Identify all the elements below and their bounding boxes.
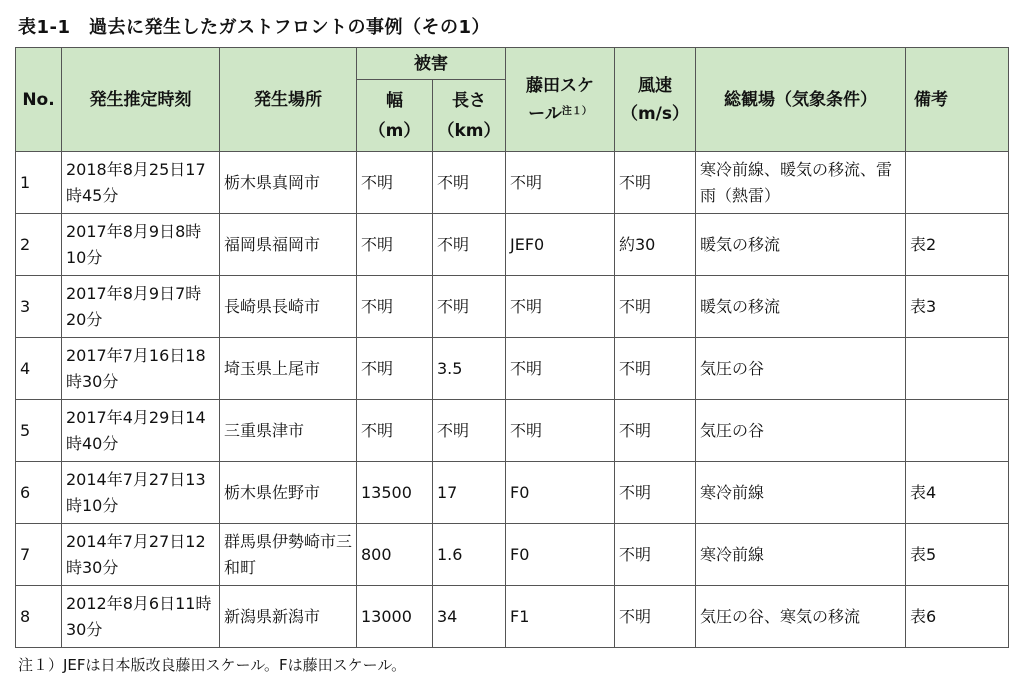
- cell-width: 不明: [357, 214, 433, 276]
- fujita-footnote-marker: 注１）: [561, 105, 592, 117]
- cell-length: 34: [433, 586, 506, 648]
- footnote: 注１）JEFは日本版改良藤田スケール。Fは藤田スケール。: [18, 656, 407, 674]
- cell-length: 17: [433, 462, 506, 524]
- fujita-header-line2-wrap: [506, 103, 614, 125]
- table-row: [16, 524, 1009, 586]
- cell-conditions: 寒冷前線: [696, 462, 906, 524]
- cell-wind: 不明: [615, 462, 696, 524]
- cell-width: 不明: [357, 400, 433, 462]
- cell-fujita: 不明: [506, 152, 615, 214]
- cell-place: 三重県津市: [220, 400, 357, 462]
- header-row-1: [16, 48, 1009, 80]
- col-header-width: [357, 80, 433, 152]
- cell-datetime: 2018年8月25日17時45分: [62, 152, 220, 214]
- cell-wind: 不明: [615, 400, 696, 462]
- cell-no: 2: [16, 214, 62, 276]
- cell-wind: 不明: [615, 524, 696, 586]
- cell-width: 13500: [357, 462, 433, 524]
- table-body: [16, 152, 1009, 648]
- table-row: [16, 276, 1009, 338]
- cell-fujita: F0: [506, 524, 615, 586]
- col-header-conditions: 総観場（気象条件）: [696, 48, 906, 152]
- cell-place: 埼玉県上尾市: [220, 338, 357, 400]
- cell-width: 不明: [357, 338, 433, 400]
- table-row: [16, 586, 1009, 648]
- cell-fujita: 不明: [506, 400, 615, 462]
- cell-datetime: 2017年8月9日7時20分: [62, 276, 220, 338]
- cell-width: 不明: [357, 152, 433, 214]
- cell-no: 3: [16, 276, 62, 338]
- cell-conditions: 気圧の谷: [696, 400, 906, 462]
- cell-remarks: [906, 152, 1009, 214]
- cell-wind: 不明: [615, 276, 696, 338]
- cell-datetime: 2014年7月27日12時30分: [62, 524, 220, 586]
- cell-wind: 不明: [615, 586, 696, 648]
- width-header-unit: （m）: [368, 120, 421, 141]
- cell-remarks: 表2: [906, 214, 1009, 276]
- cell-remarks: [906, 338, 1009, 400]
- cell-no: 7: [16, 524, 62, 586]
- cell-length: 不明: [433, 400, 506, 462]
- fujita-header-line1: 藤田スケ: [526, 75, 594, 96]
- table-row: [16, 400, 1009, 462]
- cell-fujita: F0: [506, 462, 615, 524]
- cell-length: 不明: [433, 276, 506, 338]
- cell-datetime: 2014年7月27日13時10分: [62, 462, 220, 524]
- cell-conditions: 暖気の移流: [696, 276, 906, 338]
- cell-conditions: 気圧の谷、寒気の移流: [696, 586, 906, 648]
- cell-place: 福岡県福岡市: [220, 214, 357, 276]
- length-header-unit: （km）: [437, 120, 501, 141]
- cell-length: 不明: [433, 214, 506, 276]
- cell-length: 1.6: [433, 524, 506, 586]
- table-row: [16, 462, 1009, 524]
- cell-fujita: 不明: [506, 276, 615, 338]
- cell-conditions: 気圧の谷: [696, 338, 906, 400]
- cell-wind: 約30: [615, 214, 696, 276]
- table-row: [16, 338, 1009, 400]
- cell-place: 長崎県長崎市: [220, 276, 357, 338]
- cell-width: 不明: [357, 276, 433, 338]
- width-header-label: 幅: [386, 90, 403, 111]
- cell-fujita: F1: [506, 586, 615, 648]
- cell-conditions: 寒冷前線: [696, 524, 906, 586]
- col-header-fujita: [506, 48, 615, 152]
- cell-datetime: 2017年7月16日18時30分: [62, 338, 220, 400]
- col-header-place: 発生場所: [220, 48, 357, 152]
- cell-datetime: 2017年4月29日14時40分: [62, 400, 220, 462]
- cell-fujita: JEF0: [506, 214, 615, 276]
- cell-place: 栃木県佐野市: [220, 462, 357, 524]
- wind-header-unit: （m/s）: [620, 103, 690, 124]
- cell-remarks: [906, 400, 1009, 462]
- cell-place: 新潟県新潟市: [220, 586, 357, 648]
- cell-fujita: 不明: [506, 338, 615, 400]
- table-title: 表1-1 過去に発生したガストフロントの事例（その1）: [18, 17, 491, 38]
- cell-conditions: 暖気の移流: [696, 214, 906, 276]
- cell-datetime: 2012年8月6日11時30分: [62, 586, 220, 648]
- col-header-no: No.: [16, 48, 62, 152]
- cell-place: 群馬県伊勢崎市三和町: [220, 524, 357, 586]
- col-header-damage: 被害: [357, 48, 506, 80]
- cell-remarks: 表5: [906, 524, 1009, 586]
- cell-remarks: 表3: [906, 276, 1009, 338]
- fujita-header-line2: ール: [528, 103, 562, 124]
- col-header-wind: [615, 48, 696, 152]
- length-header-label: 長さ: [452, 90, 486, 111]
- cell-no: 6: [16, 462, 62, 524]
- col-header-remarks: 備考: [906, 48, 1009, 152]
- cell-no: 8: [16, 586, 62, 648]
- cell-datetime: 2017年8月9日8時10分: [62, 214, 220, 276]
- cell-wind: 不明: [615, 152, 696, 214]
- cell-no: 4: [16, 338, 62, 400]
- cell-place: 栃木県真岡市: [220, 152, 357, 214]
- cell-no: 1: [16, 152, 62, 214]
- gust-front-cases-table: [15, 47, 1009, 648]
- cell-remarks: 表4: [906, 462, 1009, 524]
- cell-width: 800: [357, 524, 433, 586]
- wind-header-label: 風速: [638, 75, 672, 96]
- col-header-datetime: 発生推定時刻: [62, 48, 220, 152]
- table-row: [16, 214, 1009, 276]
- col-header-length: [433, 80, 506, 152]
- cell-no: 5: [16, 400, 62, 462]
- cell-length: 不明: [433, 152, 506, 214]
- table-row: [16, 152, 1009, 214]
- cell-length: 3.5: [433, 338, 506, 400]
- cell-remarks: 表6: [906, 586, 1009, 648]
- cell-conditions: 寒冷前線、暖気の移流、雷雨（熱雷）: [696, 152, 906, 214]
- cell-width: 13000: [357, 586, 433, 648]
- cell-wind: 不明: [615, 338, 696, 400]
